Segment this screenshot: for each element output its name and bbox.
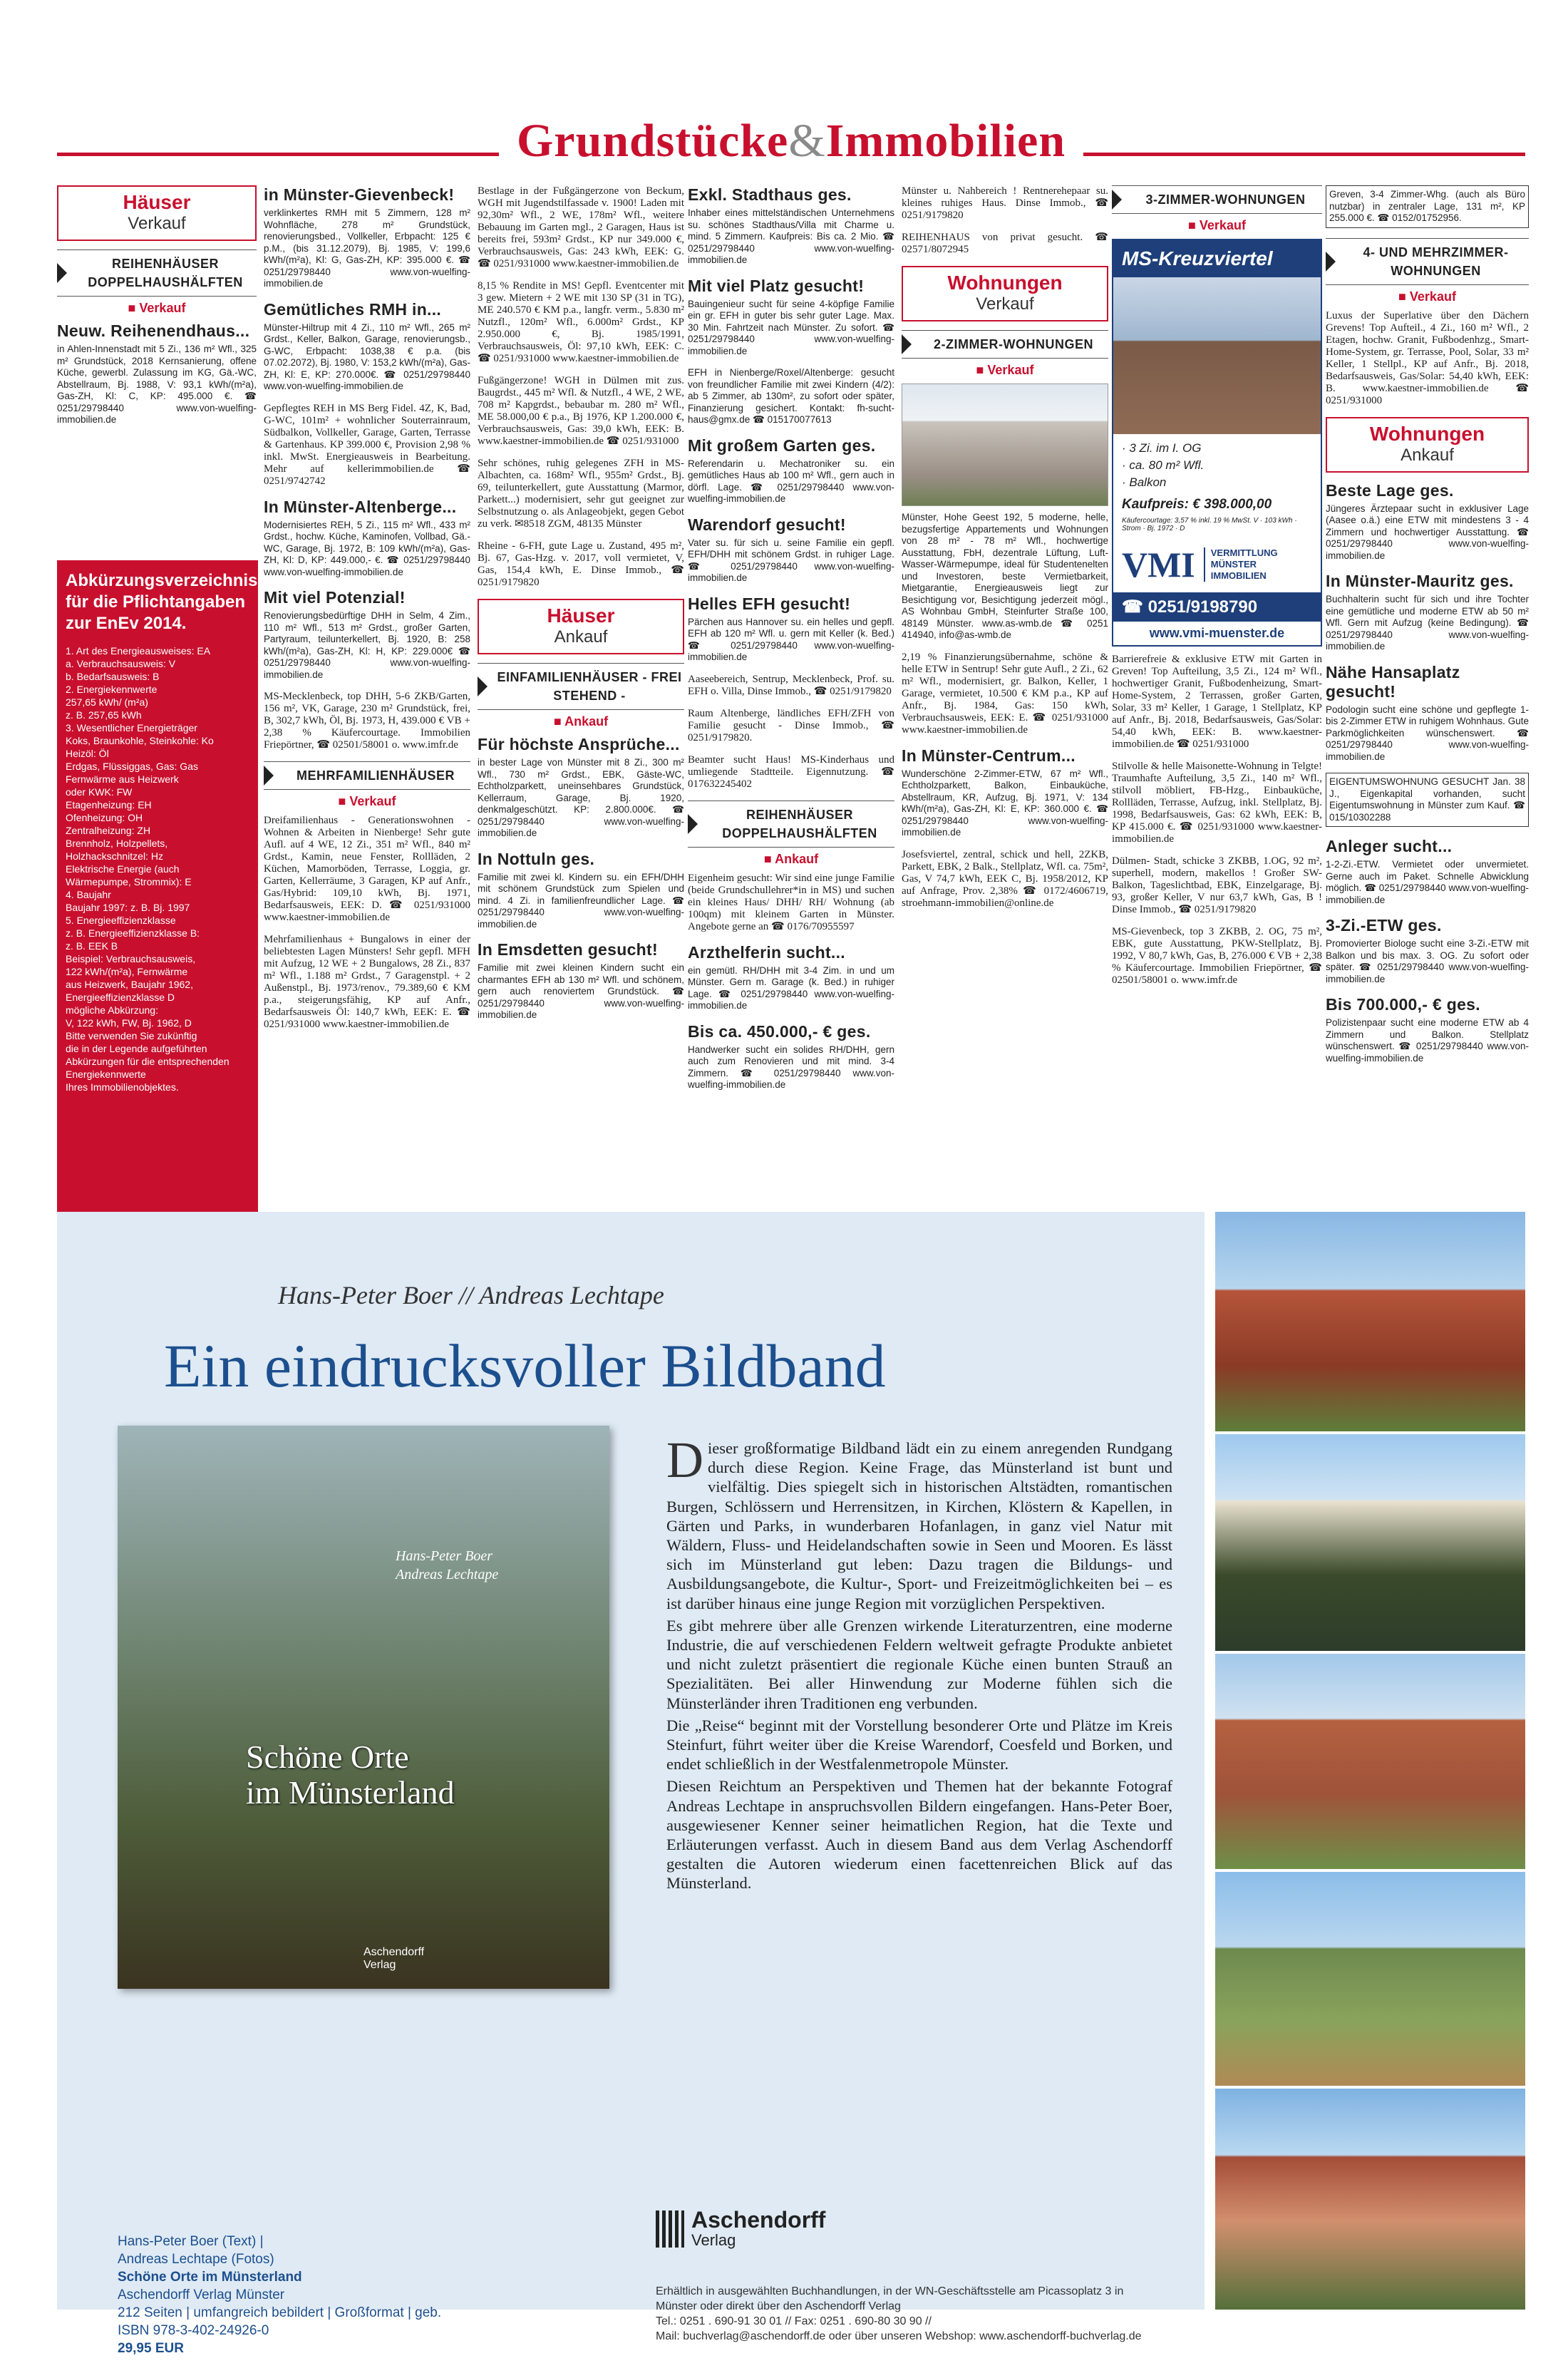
ad-body: Rheine - 6-FH, gute Lage u. Zustand, 495 m², Bj. 67, Gas-Hzg. v. 2017, voll vermietet, V, Gas, 154,4 kWh, E. Dinse Immob., ☎ 0251/9179820 xyxy=(478,540,684,588)
classified-ad xyxy=(1112,855,1322,916)
cover-title: Schöne Orte im Münsterland xyxy=(246,1739,455,1811)
section-tag: ■ Ankauf xyxy=(553,714,609,729)
vmi-logo-mark: VMI xyxy=(1122,545,1195,585)
vmi-listing-ad xyxy=(1112,239,1322,647)
book-detail-line: Andreas Lechtape (Fotos) xyxy=(118,2252,274,2267)
classified-ad xyxy=(264,403,470,488)
classified-ad xyxy=(902,185,1108,222)
title-right: Immobilien xyxy=(825,115,1066,167)
column-4 xyxy=(688,185,894,1212)
category-box-haeuser-verkauf xyxy=(57,185,257,241)
title-amp: & xyxy=(788,115,826,167)
book-detail-line: Hans-Peter Boer (Text) | xyxy=(118,2234,264,2249)
classified-ad xyxy=(478,375,684,448)
drop-cap: D xyxy=(666,1431,703,1488)
ad-body: ein gemütl. RH/DHH mit 3-4 Zim. in und um Münster. Gern m. Garage (k. Bed.) in ruhiger Lage. ☎ 0251/29798440 www.von-wuelfing-immobilien.de xyxy=(688,964,894,1011)
ad-body: Beamter sucht Haus! MS-Kinderhaus und umliegende Stadtteile. Eigennutzung. ☎ 017632245402 xyxy=(688,753,894,790)
ad-body: Familie mit zwei kleinen Kindern sucht ein charmantes EFH ab 130 m² Wfl. und schönem, gern auch renoviertem Grundstück. ☎ 0251/29798440 www.von-wuelfing-immobilien.de xyxy=(478,962,684,1020)
classified-ad xyxy=(478,940,684,1021)
title-left: Grundstücke xyxy=(516,115,789,167)
abbreviation-body: 1. Art des Energieausweises: EA a. Verbrauchsausweis: V b. Bedarfsausweis: B 2. Energiekennwerte 257,65 kWh/ (m²a) z. B. 257,65 kWh 3. Wesentlicher Energieträger Koks, Braunkohle, Steinkohle: Ko Heizöl: Öl Erdgas, Flüssiggas, Gas: Gas Fernwärme aus Heizwerk oder KWK: FW Etagenheizung: EH Ofenheizung: OH Zentralheizung: ZH Brennholz, Holzpellets, Holzhackschnitzel: Hz Elektrische Energie (auch Wärmepumpe, Strommix): E 4. Baujahr Baujahr 1997: z. B. Bj. 1997 5. Energieeffizienzklasse z. B. Energieeffizienzklasse B: z. B. EEK B Beispiel: Verbrauchsausweis, 122 kWh/(m²a), Fernwärme aus Heizwerk, Baujahr 1962, Energieeffizienzklasse D mögliche Abkürzung: V, 122 kWh, FW, Bj. 1962, D Bitte verwenden Sie zukünftig die in der Legende aufgeführten Abkürzungen für die entsprechenden Energiekennwerte Ihres Immobilienobjektes. xyxy=(66,645,229,1093)
availability-line: Erhältlich in ausgewählten Buchhandlungen, in der WN-Geschäftsstelle am Picassoplatz 3 in xyxy=(656,2285,1124,2297)
section-tag: ■ Verkauf xyxy=(1188,218,1246,232)
category-box-wohnungen-verkauf xyxy=(902,266,1108,321)
building-photo xyxy=(902,384,1108,506)
classified-ad xyxy=(478,185,684,270)
ad-headline: Warendorf gesucht! xyxy=(688,515,846,534)
ad-body: Renovierungsbedürftige DHH in Selm, 4 Zim., 110 m² Wfl., 513 m² Grdst., großer Garten, Partyraum, teilunterkellert, Bj. 1920, B: 258 kWh/(m²a), Gas-ZH, Kl: H, KP: 229.000€ ☎ 0251/29798440 www.von-wuelfing-immobilien.de xyxy=(264,610,470,680)
header-rule-right xyxy=(1083,153,1525,156)
classified-ad xyxy=(478,850,684,931)
ad-body: Gepflegtes REH in MS Berg Fidel. 4Z, K, Bad, G-WC, 101m² + wohnlicher Souterrainraum, Südbalkon, Vollkeller, Garage, Garten, Terrasse & Gartenhaus. KP 399.000 €, Provision 2,98 % inkl. MwSt. Energieausweis in Bearbeitung. Mehr auf kellerimmobilien.de ☎ 0251/9742742 xyxy=(264,402,470,487)
ad-body: Mehrfamilienhaus + Bungalows in einer der beliebtesten Lagen Münsters! Sehr gepfl. MFH mit Aufzug, 12 WE + 2 Bungalows, 28 Zi., 837 m² Wfl., 1.188 m² Grdst., 7 Garagenstpl. + 2 Außenstpl., Bj. 1973/renov., 79.389,60 € KM p.a., steigerungsfähig, KP auf Anfr., Bedarfsausweis Öl: 140,7 kWh, EEK: E. ☎ 0251/931000 www.kaestner-immobilien.de xyxy=(264,934,470,1030)
logo-verlag: Verlag xyxy=(691,2231,736,2249)
book-description xyxy=(666,1431,1172,1896)
column-2 xyxy=(264,185,470,1212)
section-tag: ■ Verkauf xyxy=(976,363,1034,377)
logo-name: Aschendorff xyxy=(691,2207,826,2233)
apartment-photo xyxy=(1113,277,1321,434)
category-sub: Verkauf xyxy=(976,294,1034,314)
classified-ad xyxy=(688,185,894,267)
book-cover xyxy=(118,1426,609,1989)
classified-ad xyxy=(688,436,894,505)
category-title: Wohnungen xyxy=(947,272,1063,294)
classified-ad xyxy=(688,708,894,744)
classified-ad xyxy=(1326,185,1529,228)
section-header: REIHENHÄUSER DOPPELHAUSHÄLFTEN xyxy=(57,249,257,297)
ad-headline: Helles EFH gesucht! xyxy=(688,594,851,613)
ad-body: REIHENHAUS von privat gesucht. ☎ 02571/8072945 xyxy=(902,232,1108,255)
classified-ad xyxy=(264,498,470,579)
ad-body: Modernisiertes REH, 5 Zi., 115 m² Wfl., 433 m² Grdst., hochw. Küche, Kaminofen, Vollbad, Gä.-WC, Garage, Bj. 1972, B: 109 kWh/(m²a), Gas-ZH, Kl: D, KP: 449.000,- €. ☎ 0251/29798440 www.von-wuelfing-immobilien.de xyxy=(264,519,470,577)
ad-headline: Bis 700.000,- € ges. xyxy=(1326,995,1480,1014)
column-1 xyxy=(57,185,257,436)
listing-feature: · Balkon xyxy=(1122,475,1167,489)
ad-body: EIGENTUMSWOHNUNG GESUCHT Jan. 38 J., Eigenkapital vorhanden, sucht Eigentumswohnung in Münster zum Kauf. ☎ 015/10302288 xyxy=(1329,776,1525,823)
book-detail-line: Aschendorff Verlag Münster xyxy=(118,2287,285,2302)
listing-fineprint: Käufercourtage: 3,57 % inkl. 19 % MwSt. V · 103 kWh · Strom · Bj. 1972 · D xyxy=(1122,517,1297,532)
ad-body: Aaseebereich, Sentrup, Mecklenbeck, Prof. su. EFH o. Villa, Dinse Immob., ☎ 0251/9179820 xyxy=(688,673,894,697)
ad-headline: In Emsdetten gesucht! xyxy=(478,940,658,959)
book-ad-panel xyxy=(57,1212,1205,2356)
ad-headline: Neuw. Reihenendhaus... xyxy=(57,321,250,340)
page-title xyxy=(513,114,1069,168)
classified-ad xyxy=(688,754,894,791)
book-details xyxy=(118,2233,441,2357)
ad-body: Inhaber eines mittelständischen Unternehmens su. schönes Stadthaus/Villa mit Charme u. mind. 5 Zimmern. Kaufpreis: Bis ca. 2 Mio. ☎ 0251/29798440 www.von-wuelfing-immobilien.de xyxy=(688,207,894,265)
book-paragraph: Es gibt mehrere über alle Grenzen wirkende Literaturzentren, eine moderne Industrie, die auf verschiedenen Feldern weltweit gefragte Produkte anbietet und nicht zuletzt präsentiert die regionale Küche einen bunten Strauß an Spezialitäten. Bei aller Hinwendung zur Moderne fühlen sich die Münsterländer ihren Traditionen eng verbunden. xyxy=(666,1616,1172,1712)
classified-ad xyxy=(688,943,894,1012)
ad-body: MS-Mecklenbeck, top DHH, 5-6 ZKB/Garten, 156 m², VK, Garage, 230 m² Grundstück, frei, B, 302,7 kWh, Öl, Bj. 1973, H, 439.000 € VB + 2,38 % Käufercourtage. Immobilien Friepörtner, ☎ 02501/58001 o. www.imfr.de xyxy=(264,691,470,751)
paragraph-text: ieser großformatige Bildband lädt ein zu einem anregenden Rundgang durch diese Region. Keine Frage, das Münsterland ist bunt und vielfältig. Dies spiegelt sich in historischen Altstädten, romantischen Burgen, Schlössern und Herrensitzen, in Kirchen, Klöstern & Kapellen, in Gärten und Parks, in wunderbaren Hofanlagen, in ganz viel Natur mit Wäldern, Fluss- und Heidelandschaften sowie in Seen und Mooren. Es lässt sich im Münsterland gut leben: Dazu tragen die Bildungs- und Ausbildungsangebote, die Kultur-, Sport- und Freizeitmöglichkeiten bei – es ist darüber hinaus eine junge Region mit vorzüglichen Perspektiven. xyxy=(666,1439,1172,1612)
classified-ad xyxy=(1326,481,1529,562)
classified-ad xyxy=(1112,926,1322,987)
classified-ad xyxy=(902,849,1108,910)
classified-ad xyxy=(264,934,470,1031)
ad-headline: Bis ca. 450.000,- € ges. xyxy=(688,1021,871,1041)
ad-body: Referendarin u. Mechatroniker su. ein gemütliches Haus ab 100 m² Wfl., gern auch in dörfl. Lage. ☎ 0251/29798440 www.von-wuelfing-immobilien.de xyxy=(688,458,894,504)
ad-body: Barrierefreie & exklusive ETW mit Garten in Greven! Top Aufteilung, 3,5 Zi., 124 m² Wfl., hochwertiger Granit, Fußbodenheizung, Smart-Home-System, 2 Terrassen, großer Garten, Solar, 33 m² Keller, 1 Garage, 1 Stellplatz, KP auf Anfr., Bj. 2018, Bedarfsausweis, Gas/Solar: 54,40 kWh, EEK: B. www.kaestner-immobilien.de ☎ 0251/931000 xyxy=(1112,654,1322,750)
category-box-wohnungen-ankauf xyxy=(1326,417,1529,473)
category-title: Häuser xyxy=(123,191,191,213)
ad-body: EFH in Nienberge/Roxel/Altenberge: gesucht von freundlicher Familie mit zwei Kindern (4/2): ab 5 Zimmer, ab 130m², zu sofort oder später, Finanzierung gesichert. Kontakt: fh-sucht-haus@gmx.de ☎ 015170077613 xyxy=(688,367,894,425)
classified-ad xyxy=(1326,310,1529,407)
ad-headline: 3-Zi.-ETW ges. xyxy=(1326,916,1442,935)
classified-ad xyxy=(1326,663,1529,763)
classified-ad xyxy=(688,1022,894,1091)
section-header: REIHENHÄUSER DOPPELHAUSHÄLFTEN xyxy=(688,801,894,848)
classified-ad xyxy=(688,367,894,426)
aschendorff-logo-icon xyxy=(656,2210,684,2248)
ad-body: Handwerker sucht ein solides RH/DHH, gern auch zum Renovieren und mit mind. 3-4 Zimmern. ☎ 0251/29798440 www.von-wuelfing-immobilien.de xyxy=(688,1044,894,1090)
cover-publisher: Aschendorff Verlag xyxy=(363,1946,425,1971)
section-header: 3-ZIMMER-WOHNUNGEN xyxy=(1112,185,1322,214)
ad-headline: Gemütliches RMH in... xyxy=(264,299,442,319)
ad-body: Eigenheim gesucht: Wir sind eine junge Familie (beide Grundschullehrer*in in MS) und suchen ein kleines Haus/ DHH/ RH/ Wohnung (ab 100qm) mit kleinem Garten in Münster. Angebote gerne an ☎ 0176/70955597 xyxy=(688,872,894,932)
classified-ad xyxy=(688,674,894,698)
listing-phone: ☎ 0251/9198790 xyxy=(1113,592,1321,622)
ad-body: Dreifamilienhaus - Generationswohnen - Wohnen & Arbeiten in Nienberge! Sehr gute Aufl. auf 4 WE, 12 Zi., 351 m² Wfl., 840 m² Grdst., Kamin, neue Fenster, Rollläden, 2 Küchen, Mamorböden, Terrasse, Loggia, gr. Garten, Kellerräume, 3 Garagen, KP auf Anfr., Gas/Hybrid: 109,10 kWh, Bj. 1971, Bedarfsausweis, EEK: D. ☎ 0251/931000 www.kaestner-immobilien.de xyxy=(264,815,470,923)
classified-ad xyxy=(902,232,1108,256)
classified-ad xyxy=(688,594,894,664)
classified-ad xyxy=(688,277,894,358)
ad-headline: Für höchste Ansprüche... xyxy=(478,735,680,753)
ad-headline: In Münster-Altenberge... xyxy=(264,497,457,516)
category-title: Häuser xyxy=(547,604,615,627)
ad-headline: Mit viel Platz gesucht! xyxy=(688,276,865,295)
classified-ad xyxy=(902,652,1108,736)
ad-body: Sehr schönes, ruhig gelegenes ZFH in MS-Albachten, ca. 168m² Wfl., 955m² Grdst., Bj. 69, teilunterkellert, gute Ausstattung (Marmor, Parkett...) modernisiert, sehr gut geeignet zur Selbstnutzung o. als Anlageobjekt, gegen Gebot zu verk. ✉8518 ZGM, 48135 Münster xyxy=(478,458,684,530)
ad-body: Pärchen aus Hannover su. ein helles und gepfl. EFH ab 120 m² Wfl. u. gern mit Keller (k. Bed.) ☎ 0251/29798440 www.von-wuelfing-immobilien.de xyxy=(688,616,894,662)
classified-ad xyxy=(1326,572,1529,653)
photo-market-square xyxy=(1215,2089,1525,2310)
cover-authors: Hans-Peter Boer Andreas Lechtape xyxy=(396,1548,499,1582)
book-headline: Ein eindrucksvoller Bildband xyxy=(164,1332,886,1400)
listing-features xyxy=(1113,434,1321,497)
ad-body: Dülmen- Stadt, schicke 3 ZKBB, 1.OG, 92 m², superhell, modern, makellos ! Großer SW-Balkon, Tageslichtbad, EBK, Einzelgarage, Bj. 93, großer Keller, V nur 63,7 kWh, Gas, B ! Dinse Immob., ☎ 0251/9179820 xyxy=(1112,855,1322,915)
photo-strip xyxy=(1215,1212,1525,2310)
classified-ad xyxy=(688,873,894,933)
classified-ad xyxy=(1326,837,1529,906)
ad-body: Bauingenieur sucht für seine 4-köpfige Familie ein gr. EFH in guter bis sehr guter Lage. Max. 30 Min. Fahrtzeit nach Münster. Zu sofort. ☎ 0251/29798440 www.von-wuelfing-immobilien.de xyxy=(688,298,894,356)
column-5 xyxy=(902,185,1108,1212)
header-rule-left xyxy=(57,153,499,156)
book-detail-line: 212 Seiten | umfangreich bebildert | Großformat | geb. xyxy=(118,2305,442,2320)
ad-headline: Exkl. Stadthaus ges. xyxy=(688,185,852,204)
book-paragraph: Diesen Reichtum an Perspektiven und Themen hat der bekannte Fotograf Andreas Lechtape in anspruchsvollen Bildern eingefangen. Hans-Peter Boer, ausgewiesener Kenner seiner heimatlichen Region, hat die Texte und Erläuterungen verfasst. Auch in diesem Band aus dem Verlag Aschendorff gestalten die Autoren wiederum einen facettenreichen Blick auf das Münsterland. xyxy=(666,1777,1172,1893)
listing-title: MS-Kreuzviertel xyxy=(1113,240,1321,277)
vmi-logo xyxy=(1113,537,1321,592)
availability-line: Münster oder direkt über den Aschendorff Verlag xyxy=(656,2300,901,2312)
section-tag: ■ Ankauf xyxy=(763,851,819,866)
listing-website[interactable]: www.vmi-muenster.de xyxy=(1149,626,1285,640)
ad-headline: In Nottuln ges. xyxy=(478,849,595,868)
book-advertisement xyxy=(57,1212,1525,2356)
book-isbn: ISBN 978-3-402-24926-0 xyxy=(118,2323,269,2338)
ad-headline: Nähe Hansaplatz gesucht! xyxy=(1326,662,1460,701)
book-paragraph: Die „Reise“ beginnt mit der Vorstellung besonderer Orte und Plätze im Kreis Steinfurt, führt weiter über die Kreise Warendorf, Coesfeld und Borken, und endet schließlich in der Westfalenmetropole Münster. xyxy=(666,1716,1172,1774)
classified-ad xyxy=(264,691,470,751)
photo-cows-village xyxy=(1215,1872,1525,2086)
classified-ad xyxy=(1326,995,1529,1064)
ad-body: Vater su. für sich u. seine Familie ein gepfl. EFH/DHH mit schönem Grdst. in ruhiger Lage. ☎ 0251/29798440 www.von-wuelfing-immobilien.de xyxy=(688,537,894,583)
classified-ad xyxy=(902,746,1108,839)
section-header: 4- UND MEHRZIMMER-WOHNUNGEN xyxy=(1326,238,1529,285)
classified-ad xyxy=(264,300,470,393)
classified-ad xyxy=(478,540,684,589)
ad-body: in bester Lage von Münster mit 8 Zi., 300 m² Wfl., 730 m² Grdst., EBK, Gäste-WC, Echtholzparkett, uneinsehbares Grundstück, Kellerraum, Garage, Bj. 1920, denkmalgeschützt. KP: 2.800.000€. ☎ 0251/29798440 www.von-wuelfing-immobilien.de xyxy=(478,757,684,838)
section-tag: ■ Verkauf xyxy=(338,794,396,808)
availability-line: Tel.: 0251 . 690-91 30 01 // Fax: 0251 . 690-80 30 90 // xyxy=(656,2315,932,2327)
classified-ad xyxy=(57,321,257,426)
listing-feature: · 3 Zi. im I. OG xyxy=(1122,441,1202,455)
ad-headline: Beste Lage ges. xyxy=(1326,480,1454,500)
listing-price: Kaufpreis: € 398.000,00 xyxy=(1122,497,1272,512)
classified-ad xyxy=(264,588,470,681)
ad-body: Familie mit zwei kl. Kindern su. ein EFH/DHH mit schönem Grundstück zum Spielen und mind. 4 Zi. in familienfreundlicher Lage. ☎ 0251/29798440 www.von-wuelfing-immobilien.de xyxy=(478,871,684,930)
ad-body: 1-2-Zi.-ETW. Vermietet oder unvermietet. Gerne auch im Paket. Schnelle Abwicklung möglich. ☎ 0251/29798440 www.von-wuelfing-immobilien.de xyxy=(1326,859,1529,905)
category-box-haeuser-ankauf xyxy=(478,599,684,654)
ad-headline: Mit viel Potenzial! xyxy=(264,588,406,607)
classified-ad xyxy=(1112,761,1322,845)
ad-body: Münster-Hiltrup mit 4 Zi., 110 m² Wfl., 265 m² Grdst., Keller, Balkon, Garage, renovierungsb., G-WC, Erbpacht: 1038,38 € p.a. (bis 07.02.2072), Bj. 1980, V: 153,2 kWh/(m²a), Gas-ZH, Kl: E, KP: 270.000€. ☎ 0251/29798440 www.von-wuelfing-immobilien.de xyxy=(264,321,470,391)
ad-body: verklinkertes RMH mit 5 Zimmern, 128 m² Wohnfläche, 278 m² Grundstück, renovierungsbed., Vollkeller, Erbpacht: 125 € p.M., (bis 31.12.2079), Bj. 1985, V: 199,6 kWh/(m²a), Kl: G, Gas-ZH, KP: 395.000 €. ☎ 0251/29798440 www.von-wuelfing-immobilien.de xyxy=(264,207,470,289)
column-6 xyxy=(1112,185,1322,1212)
book-authors: Hans-Peter Boer // Andreas Lechtape xyxy=(278,1281,664,1309)
ad-headline: in Münster-Gievenbeck! xyxy=(264,185,455,204)
ad-headline: Anleger sucht... xyxy=(1326,837,1453,855)
ad-headline: Mit großem Garten ges. xyxy=(688,436,876,455)
photo-manor-house xyxy=(1215,1654,1525,1869)
classified-ad xyxy=(688,515,894,585)
classified-ad xyxy=(478,458,684,530)
ad-headline: In Münster-Mauritz ges. xyxy=(1326,572,1514,590)
ad-body: Münster, Hohe Geest 192, 5 moderne, helle, bezugsfertige Appartements und Wohnungen von 28 m² - 78 m² Wfl., hochwertige Ausstattung, FbH, dezentrale Lüftung, Luft-Wasser-Wärmepumpe, ideal für Studentenelten und Investoren, beste Vermietbarkeit, Mietgarantie, Energieausweis liegt zur Besichtigung vor, Besichtigung jederzeit mögl., AS Wohnbau GmbH, Steinfurter Straße 100, 48149 Münster. www.as-wmb.de ☎ 0251 414940, info@as-wmb.de xyxy=(902,512,1108,640)
classified-ad xyxy=(478,280,684,365)
ad-body: 8,15 % Rendite in MS! Gepfl. Eventcenter mit 3 gew. Mietern + 2 WE mit 130 SP (31 in TG), ME 240.570 € KM p.a., langfr. verm., 5.830 m² Nutzfl., 120m² Wfl., 6.000m² Grdst., KP 2.950.000 €, Bj. 1985/1991, Verbrauchsausweis, Öl: 97,10 kWh, EEK: C. ☎ 0251/931000 www.kaestner-immobilien.de xyxy=(478,280,684,364)
classified-ad xyxy=(902,512,1108,642)
ad-body: MS-Gievenbeck, top 3 ZKBB, 2. OG, 75 m², EBK, gute Ausstattung, PKW-Stellplatz, Bj. 1992, V 80,7 kWh, Gas, B, 276.000 € VB + 2,38 % Käufercourtage. Immobilien Friepörtner, ☎ 02501/58001 o. www.imfr.de xyxy=(1112,926,1322,986)
column-3 xyxy=(478,185,684,1212)
section-header: MEHRFAMILIENHÄUSER xyxy=(264,761,470,790)
section-tag: ■ Verkauf xyxy=(1398,289,1456,304)
classified-ad xyxy=(1112,654,1322,751)
ad-body: Raum Altenberge, ländliches EFH/ZFH von Familie gesucht - Dinse Immob., ☎ 0251/9179820. xyxy=(688,707,894,743)
ad-body: Bestlage in der Fußgängerzone von Beckum, WGH mit Jugendstilfassade v. 1900! Laden mit 92,30m² Wfl., 2 WE, 178m² Wfl., weitere Bebauung im Garten mgl., 2 Garagen, Haus ist bereits frei, 593m² Grdst., KP nur 349.000 €, Verbrauchsausweis, Gas: 243 kWh, EEK: G. ☎ 0251/931000 www.kaestner-immobilien.de xyxy=(478,185,684,269)
ad-headline: Arzthelferin sucht... xyxy=(688,942,845,962)
photo-town-hall xyxy=(1215,1212,1525,1431)
classified-ad xyxy=(1326,916,1529,985)
classified-ad xyxy=(264,185,470,290)
ad-body: Stilvolle & helle Maisonette-Wohnung in Telgte! Traumhafte Aufteilung, 3,5 Zi., 140 m² Wfl., stilvoll möbliert, FB-Hzg., Einbauküche, Rollläden, Terrasse, Aufzug, inkl. Stellplatz, Bj. 1998, Bedarfsausweis, Gas: 62 kWh, EEK: B, KP 415.000 €. ☎ 0251/931000 www.kaestner-immobilien.de xyxy=(1112,761,1322,845)
ad-body: Greven, 3-4 Zimmer-Whg. (auch als Büro nutzbar) in zentraler Lage, 131 m², KP 255.000 €. ☎ 0152/01752956. xyxy=(1329,189,1525,223)
ad-body: Luxus der Superlative über den Dächern Grevens! Top Aufteil., 4 Zi., 160 m² Wfl., 2 Etagen, hochw. Granit, Fußbodenhzg., Smart-Home-System, gr. Terrasse, Pool, Solar, 33 m² Keller, 1 Stellpl., KP auf Anfr., Bj. 2018, Bedarfsausweis, Gas/Solar: 54,40 kWh, EEK: B. www.kaestner-immobilien.de ☎ 0251/931000 xyxy=(1326,309,1529,406)
aschendorff-logo xyxy=(656,2208,825,2250)
availability-line: Mail: buchverlag@aschendorff.de oder über unseren Webshop: www.aschendorff-buchverlag.de xyxy=(656,2330,1142,2342)
ad-body: Promovierter Biologe sucht eine 3-Zi.-ETW mit Balkon und bis max. 3. OG. Zu sofort oder später. ☎ 0251/29798440 www.von-wuelfing-immobilien.de xyxy=(1326,938,1529,984)
ad-body: 2,19 % Finanzierungsübernahme, schöne & helle ETW in Sentrup! Sehr gute Aufl., 2 Zi., 62 m² Wfl., modernisiert, gr. Balkon, Keller, 1 Garage, vermietet, 10.500 € KM p.a., KP auf Anfr., Bj. 1984, Gas: 150 kWh, Verbrauchsausweis, EEK: E. ☎ 0251/931000 www.kaestner-immobilien.de xyxy=(902,651,1108,736)
ad-body: Polizistenpaar sucht eine moderne ETW ab 4 Zimmern und Balkon. Stellplatz wünschenswert. ☎ 0251/29798440 www.von-wuelfing-immobilien.de xyxy=(1326,1017,1529,1064)
abbreviation-title: Abkürzungsverzeichnis für die Pflichtangaben zur EnEv 2014. xyxy=(66,571,258,633)
ad-body: Buchhalterin sucht für sich und ihre Tochter eine gemütliche und moderne ETW ab 50 m² Wfl. Gern mit Aufzug (keine Bedingung). ☎ 0251/29798440 www.von-wuelfing-immobilien.de xyxy=(1326,594,1529,652)
ad-body: Jüngeres Ärztepaar sucht in exklusiver Lage (Aasee o.ä.) eine ETW mit mindestens 3 - 4 Zimmern und hochwertiger Ausstattung. ☎ 0251/29798440 www.von-wuelfing-immobilien.de xyxy=(1326,503,1529,561)
category-title: Wohnungen xyxy=(1369,422,1485,445)
column-7 xyxy=(1326,185,1529,1212)
ad-body: in Ahlen-Innenstadt mit 5 Zi., 136 m² Wfl., 325 m² Grundstück, 2018 Kernsanierung, offene Küche, gewerbl. Zulassung im KG, Gä.-WC, Abstellraum, Bj. 1988, V: 93,1 kWh/(m²a), Gas-ZH, Kl: C, KP: 495.000 €. ☎ 0251/29798440 www.von-wuelfing-immobilien.de xyxy=(57,344,257,425)
book-paragraph xyxy=(666,1431,1172,1613)
photo-water-castle xyxy=(1215,1434,1525,1651)
category-sub: Ankauf xyxy=(1401,445,1454,465)
category-sub: Ankauf xyxy=(554,627,608,647)
book-detail-title: Schöne Orte im Münsterland xyxy=(118,2270,302,2285)
section-header: EINFAMILIENHÄUSER - FREI STEHEND - xyxy=(478,663,684,710)
ad-body: Josefsviertel, zentral, schick und hell, 2ZKB, Parkett, EBK, 2 Balk., Stellplatz, Wfl. ca. 75m², Gas, V 74,7 kWh, EEK C, Bj. 1958/2012, KP auf Anfrage, Prov. 2,38% ☎ 0172/4606719, stroehmann-immobilien@online.de xyxy=(902,848,1108,909)
vmi-logo-text: VERMITTLUNG MÜNSTER IMMOBILIEN xyxy=(1204,547,1312,582)
ad-body: Münster u. Nahbereich ! Rentnerehepaar su. kleines ruhiges Haus. Dinse Immob., ☎ 0251/9179820 xyxy=(902,185,1108,221)
ad-body: Fußgängerzone! WGH in Dülmen mit zus. Baugrdst., 445 m² Wfl. & Nutzfl., 4 WE, 2 WE, 708 m² Kapgrdst., bebaubar m. 280 m² Wfl., ME 58.000,00 € p.a., Bj 1976, KP 1.200.000 €, Verbrauchsausweis, Gas: 39,0 kWh, EEK: B. www.kaestner-immobilien.de ☎ 0251/931000 xyxy=(478,375,684,447)
ad-body: Wunderschöne 2-Zimmer-ETW, 67 m² Wfl., Echtholzparkett, Balkon, Einbauküche, Abstellraum, KR, Aufzug, Bj. 1971, V: 134 kWh/(m²a), Gas-ZH, Kl: E, KP: 360.000 €. ☎ 0251/29798440 www.von-wuelfing-immobilien.de xyxy=(902,768,1108,838)
book-price: 29,95 EUR xyxy=(118,2341,184,2356)
abbreviation-box xyxy=(57,560,258,1229)
ad-body: Podologin sucht eine schöne und gepflegte 1- bis 2-Zimmer ETW in ruhigem Wohnhaus. Gute Parkmöglichkeiten wünschenswert. ☎ 0251/29798440 www.von-wuelfing-immobilien.de xyxy=(1326,704,1529,762)
availability-info xyxy=(656,2284,1142,2344)
classified-ad xyxy=(478,735,684,840)
classified-ad xyxy=(1326,773,1529,827)
classified-ad xyxy=(264,815,470,924)
category-sub: Verkauf xyxy=(128,214,186,233)
section-header: 2-ZIMMER-WOHNUNGEN xyxy=(902,330,1108,359)
section-tag: ■ Verkauf xyxy=(128,301,186,315)
ad-headline: In Münster-Centrum... xyxy=(902,746,1076,765)
listing-feature: · ca. 80 m² Wfl. xyxy=(1122,458,1205,472)
